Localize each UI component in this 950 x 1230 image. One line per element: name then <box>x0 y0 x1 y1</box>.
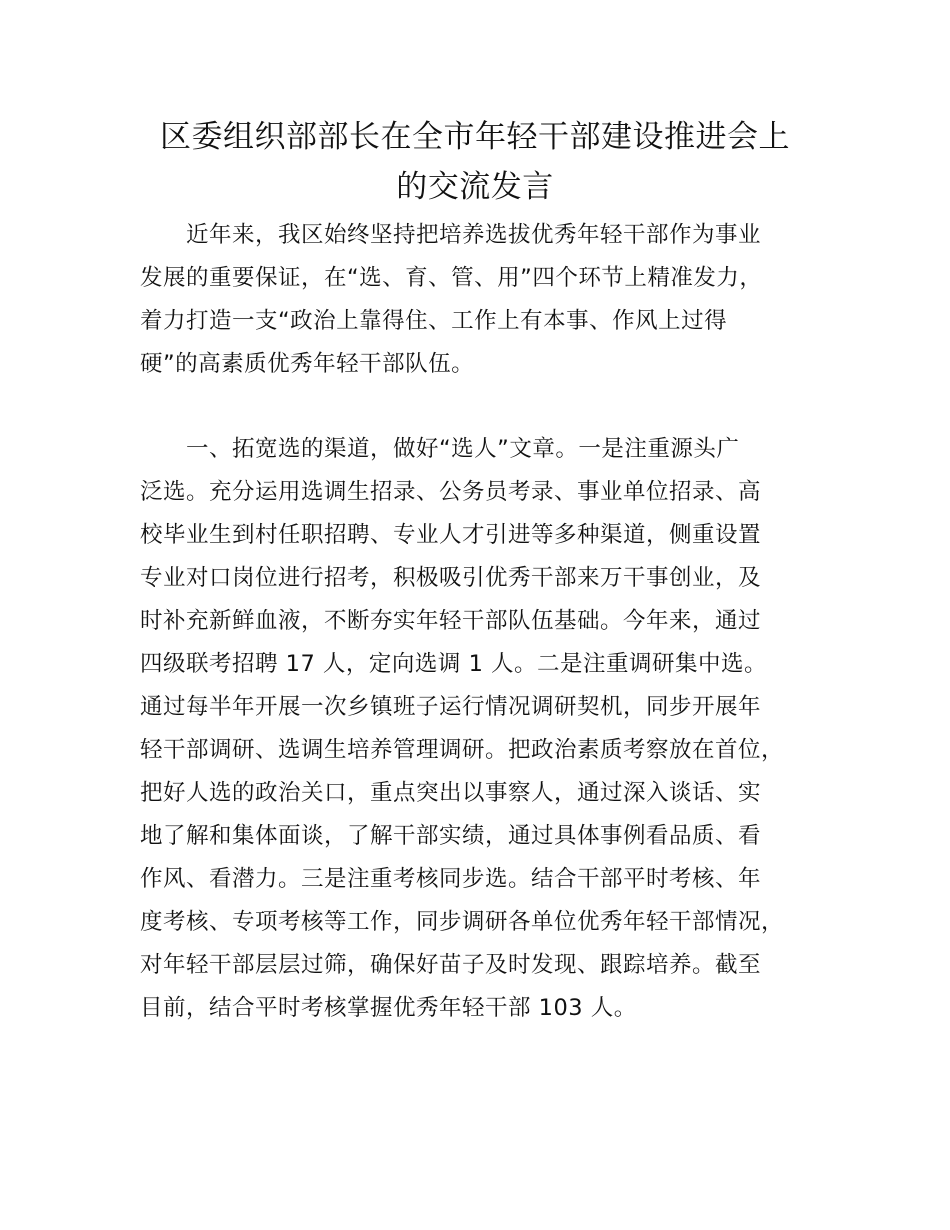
document-body <box>140 214 840 1030</box>
text-line: 轻干部调研、选调生培养管理调研。把政治素质考察放在首位， <box>140 737 785 763</box>
text-line: 时补充新鲜血液，不断夯实年轻干部队伍基础。今年来，通过 <box>140 608 762 634</box>
text-line: 把好人选的政治关口，重点突出以事察人，通过深入谈话、实 <box>140 780 762 806</box>
text-line: 近年来，我区始终坚持把培养选拔优秀年轻干部作为事业 <box>140 222 762 248</box>
text-line: 硬”的高素质优秀年轻干部队伍。 <box>140 351 475 377</box>
text-line: 作风、看潜力。三是注重考核同步选。结合干部平时考核、年 <box>140 866 762 892</box>
paragraph-section-one <box>140 428 840 1030</box>
text-line: 一、拓宽选的渠道，做好“选人”文章。一是注重源头广 <box>140 436 740 462</box>
text-line: 泛选。充分运用选调生招录、公务员考录、事业单位招录、高 <box>140 479 762 505</box>
title-line: 区委组织部部长在全市年轻干部建设推进会上 <box>160 119 790 155</box>
text-line: 发展的重要保证，在“选、育、管、用”四个环节上精准发力， <box>140 265 763 291</box>
document-title <box>120 112 830 212</box>
text-line: 四级联考招聘 17 人，定向选调 1 人。二是注重调研集中选。 <box>140 651 768 677</box>
text-line: 校毕业生到村任职招聘、专业人才引进等多种渠道，侧重设置 <box>140 522 762 548</box>
text-line: 通过每半年开展一次乡镇班子运行情况调研契机，同步开展年 <box>140 694 762 720</box>
paragraph-intro <box>140 214 840 386</box>
text-line: 着力打造一支“政治上靠得住、工作上有本事、作风上过得 <box>140 308 728 334</box>
text-line: 地了解和集体面谈，了解干部实绩，通过具体事例看品质、看 <box>140 823 762 849</box>
text-line: 专业对口岗位进行招考，积极吸引优秀干部来万干事创业，及 <box>140 565 762 591</box>
text-line: 目前，结合平时考核掌握优秀年轻干部 103 人。 <box>140 995 637 1021</box>
text-line: 对年轻干部层层过筛，确保好苗子及时发现、跟踪培养。截至 <box>140 952 762 978</box>
text-line: 度考核、专项考核等工作，同步调研各单位优秀年轻干部情况， <box>140 909 785 935</box>
title-line: 的交流发言 <box>396 169 554 205</box>
